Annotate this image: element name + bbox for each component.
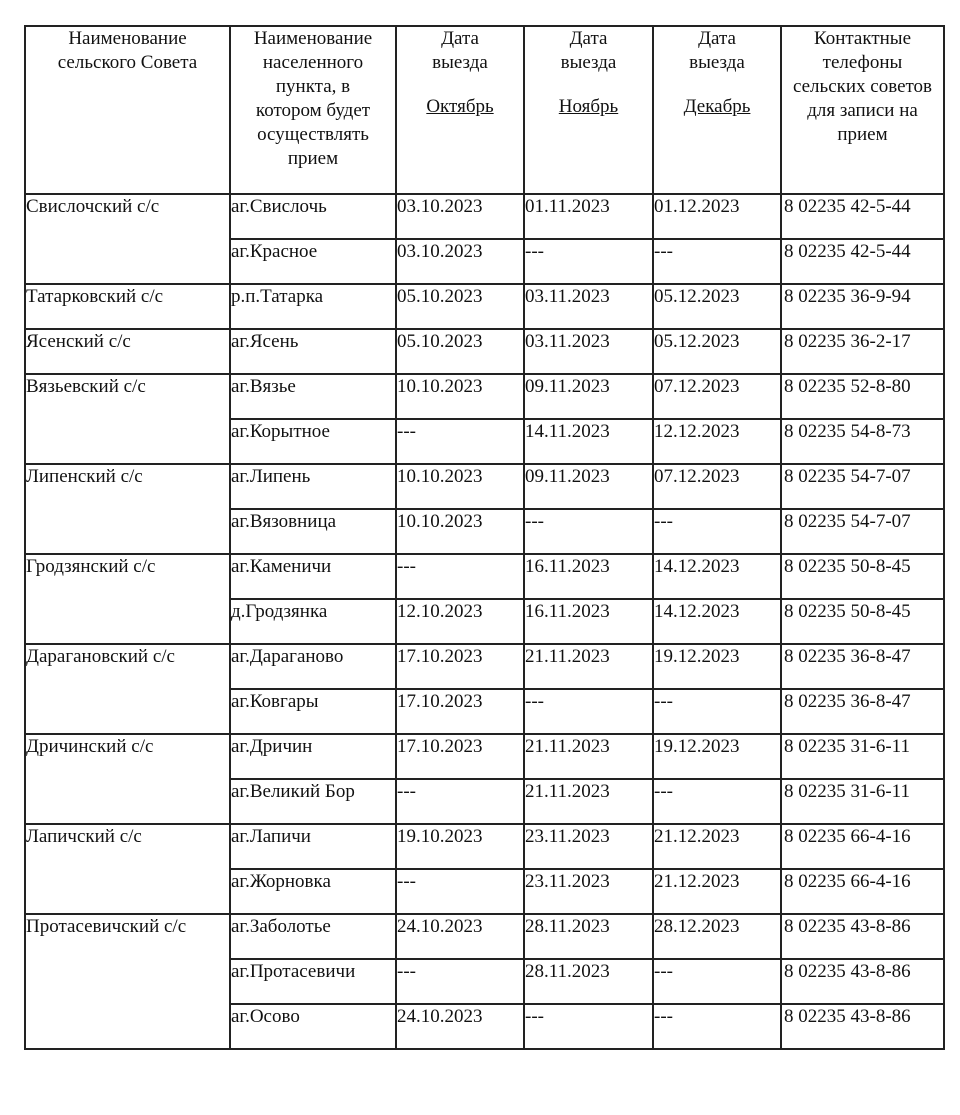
phone-cell: 8 02235 54-7-07	[781, 509, 944, 554]
october-date-cell: 10.10.2023	[396, 509, 524, 554]
phone-cell: 8 02235 66-4-16	[781, 824, 944, 869]
november-date-cell: 14.11.2023	[524, 419, 653, 464]
november-date-cell: ---	[524, 1004, 653, 1049]
table-row	[25, 824, 944, 869]
phone-cell: 8 02235 66-4-16	[781, 869, 944, 914]
settlement-cell: р.п.Татарка	[230, 284, 396, 329]
november-date-cell: 21.11.2023	[524, 644, 653, 689]
december-date-cell: ---	[653, 509, 781, 554]
table-row	[25, 284, 944, 329]
settlement-cell: аг.Вязовница	[230, 509, 396, 554]
settlement-cell: аг.Красное	[230, 239, 396, 284]
december-date-cell: ---	[653, 1004, 781, 1049]
november-date-cell: 09.11.2023	[524, 374, 653, 419]
october-date-cell: ---	[396, 554, 524, 599]
december-date-cell: 28.12.2023	[653, 914, 781, 959]
council-name-cell: Вязьевский с/с	[25, 374, 230, 464]
council-name-cell: Дарагановский с/с	[25, 644, 230, 734]
phone-cell: 8 02235 36-2-17	[781, 329, 944, 374]
settlement-cell: аг.Каменичи	[230, 554, 396, 599]
header-october: Дата выезда Октябрь	[396, 26, 524, 194]
settlement-cell: аг.Осово	[230, 1004, 396, 1049]
december-date-cell: 19.12.2023	[653, 734, 781, 779]
header-settlement: Наименование населенного пункта, в котором будет осуществлять прием	[230, 26, 396, 194]
november-date-cell: 28.11.2023	[524, 959, 653, 1004]
phone-cell: 8 02235 31-6-11	[781, 734, 944, 779]
december-date-cell: 07.12.2023	[653, 464, 781, 509]
november-date-cell: 16.11.2023	[524, 554, 653, 599]
header-phones: Контактные телефоны сельских советов для записи на прием	[781, 26, 944, 194]
month-december: Декабрь	[683, 96, 751, 117]
december-date-cell: ---	[653, 239, 781, 284]
council-name-cell: Липенский с/с	[25, 464, 230, 554]
settlement-cell: аг.Корытное	[230, 419, 396, 464]
phone-cell: 8 02235 50-8-45	[781, 599, 944, 644]
header-november: Дата выезда Ноябрь	[524, 26, 653, 194]
phone-cell: 8 02235 52-8-80	[781, 374, 944, 419]
november-date-cell: 23.11.2023	[524, 869, 653, 914]
october-date-cell: ---	[396, 959, 524, 1004]
october-date-cell: 17.10.2023	[396, 734, 524, 779]
phone-cell: 8 02235 36-9-94	[781, 284, 944, 329]
settlement-cell: аг.Вязье	[230, 374, 396, 419]
header-council: Наименование сельского Совета	[25, 26, 230, 194]
table-row	[25, 194, 944, 239]
settlement-cell: аг.Протасевичи	[230, 959, 396, 1004]
settlement-cell: аг.Ковгары	[230, 689, 396, 734]
november-date-cell: 21.11.2023	[524, 734, 653, 779]
month-october: Октябрь	[426, 96, 494, 117]
settlement-cell: аг.Великий Бор	[230, 779, 396, 824]
phone-cell: 8 02235 43-8-86	[781, 914, 944, 959]
october-date-cell: 24.10.2023	[396, 1004, 524, 1049]
phone-cell: 8 02235 31-6-11	[781, 779, 944, 824]
settlement-cell: аг.Свислочь	[230, 194, 396, 239]
phone-cell: 8 02235 54-8-73	[781, 419, 944, 464]
header-row	[25, 26, 944, 194]
settlement-cell: аг.Заболотье	[230, 914, 396, 959]
october-date-cell: 10.10.2023	[396, 374, 524, 419]
council-name-cell: Ясенский с/с	[25, 329, 230, 374]
october-date-cell: 24.10.2023	[396, 914, 524, 959]
settlement-cell: д.Гродзянка	[230, 599, 396, 644]
month-november: Ноябрь	[558, 96, 619, 117]
october-date-cell: 05.10.2023	[396, 284, 524, 329]
october-date-cell: 12.10.2023	[396, 599, 524, 644]
settlement-cell: аг.Жорновка	[230, 869, 396, 914]
december-date-cell: 19.12.2023	[653, 644, 781, 689]
november-date-cell: ---	[524, 689, 653, 734]
december-date-cell: ---	[653, 779, 781, 824]
november-date-cell: 03.11.2023	[524, 329, 653, 374]
november-date-cell: ---	[524, 239, 653, 284]
table-row	[25, 464, 944, 509]
council-name-cell: Дричинский с/с	[25, 734, 230, 824]
council-name-cell: Лапичский с/с	[25, 824, 230, 914]
october-date-cell: 03.10.2023	[396, 194, 524, 239]
phone-cell: 8 02235 36-8-47	[781, 689, 944, 734]
settlement-cell: аг.Дараганово	[230, 644, 396, 689]
october-date-cell: 05.10.2023	[396, 329, 524, 374]
council-name-cell: Татарковский с/с	[25, 284, 230, 329]
phone-cell: 8 02235 36-8-47	[781, 644, 944, 689]
december-date-cell: ---	[653, 689, 781, 734]
december-date-cell: 07.12.2023	[653, 374, 781, 419]
phone-cell: 8 02235 43-8-86	[781, 959, 944, 1004]
november-date-cell: 21.11.2023	[524, 779, 653, 824]
schedule-body	[25, 194, 944, 1049]
october-date-cell: ---	[396, 779, 524, 824]
november-date-cell: 23.11.2023	[524, 824, 653, 869]
november-date-cell: 01.11.2023	[524, 194, 653, 239]
reception-schedule-table	[24, 25, 945, 1050]
november-date-cell: 16.11.2023	[524, 599, 653, 644]
phone-cell: 8 02235 50-8-45	[781, 554, 944, 599]
table-row	[25, 734, 944, 779]
october-date-cell: 19.10.2023	[396, 824, 524, 869]
december-date-cell: 14.12.2023	[653, 599, 781, 644]
settlement-cell: аг.Липень	[230, 464, 396, 509]
table-row	[25, 644, 944, 689]
council-name-cell: Свислочский с/с	[25, 194, 230, 284]
phone-cell: 8 02235 42-5-44	[781, 194, 944, 239]
december-date-cell: ---	[653, 959, 781, 1004]
table-row	[25, 914, 944, 959]
december-date-cell: 21.12.2023	[653, 824, 781, 869]
december-date-cell: 01.12.2023	[653, 194, 781, 239]
phone-cell: 8 02235 43-8-86	[781, 1004, 944, 1049]
december-date-cell: 14.12.2023	[653, 554, 781, 599]
december-date-cell: 12.12.2023	[653, 419, 781, 464]
november-date-cell: ---	[524, 509, 653, 554]
october-date-cell: 17.10.2023	[396, 689, 524, 734]
phone-cell: 8 02235 54-7-07	[781, 464, 944, 509]
november-date-cell: 03.11.2023	[524, 284, 653, 329]
header-december: Дата выезда Декабрь	[653, 26, 781, 194]
december-date-cell: 21.12.2023	[653, 869, 781, 914]
october-date-cell: 03.10.2023	[396, 239, 524, 284]
november-date-cell: 28.11.2023	[524, 914, 653, 959]
december-date-cell: 05.12.2023	[653, 284, 781, 329]
october-date-cell: ---	[396, 869, 524, 914]
november-date-cell: 09.11.2023	[524, 464, 653, 509]
october-date-cell: 17.10.2023	[396, 644, 524, 689]
phone-cell: 8 02235 42-5-44	[781, 239, 944, 284]
settlement-cell: аг.Дричин	[230, 734, 396, 779]
table-row	[25, 374, 944, 419]
october-date-cell: 10.10.2023	[396, 464, 524, 509]
december-date-cell: 05.12.2023	[653, 329, 781, 374]
council-name-cell: Гродзянский с/с	[25, 554, 230, 644]
council-name-cell: Протасевичский с/с	[25, 914, 230, 1049]
table-row	[25, 329, 944, 374]
settlement-cell: аг.Ясень	[230, 329, 396, 374]
table-row	[25, 554, 944, 599]
settlement-cell: аг.Лапичи	[230, 824, 396, 869]
october-date-cell: ---	[396, 419, 524, 464]
